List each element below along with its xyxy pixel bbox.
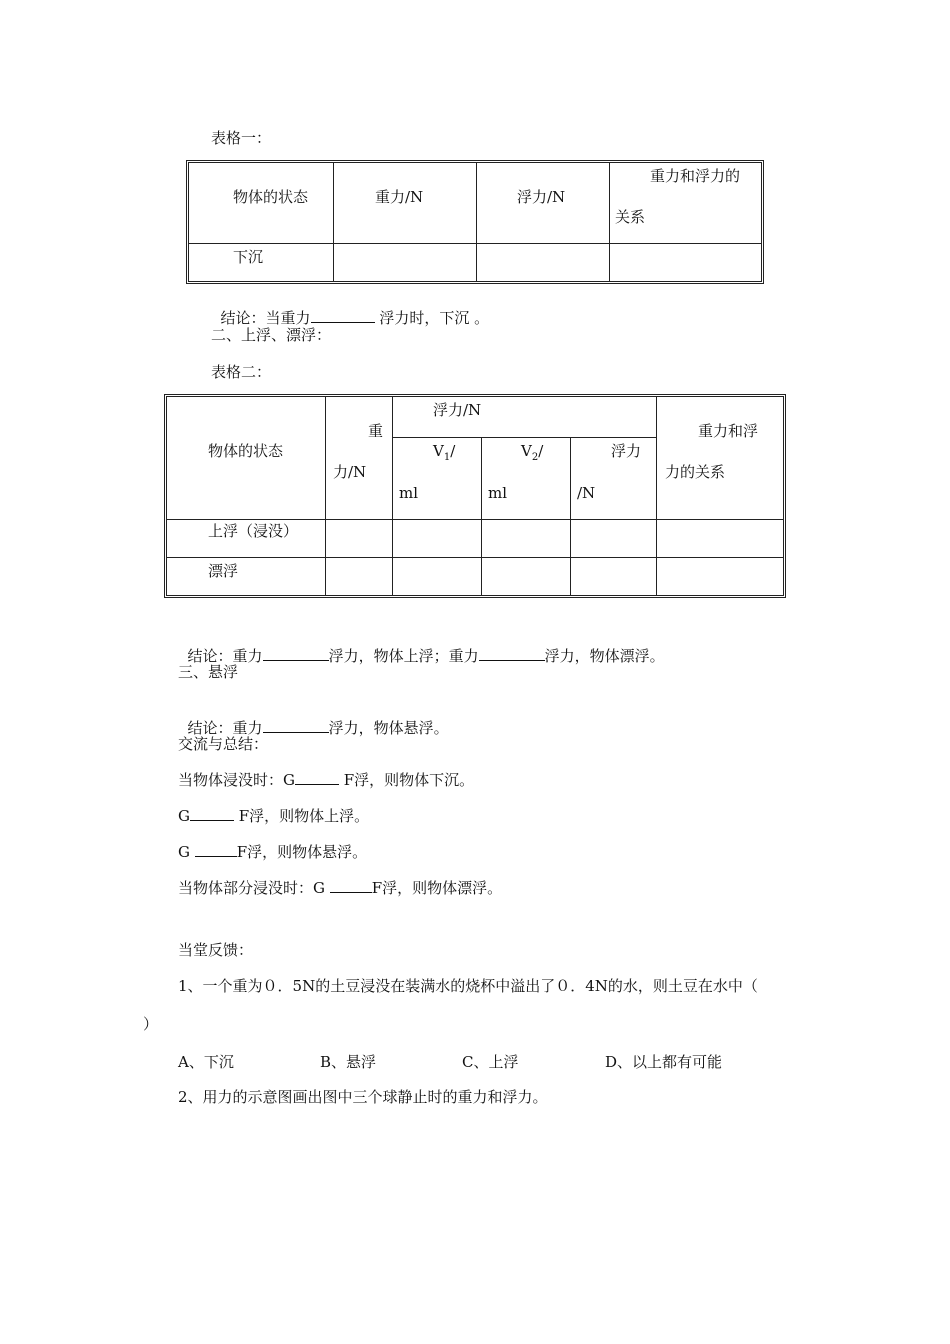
question-1: 1、一个重为０．5N的土豆浸没在装满水的烧杯中溢出了０．4N的水，则土豆在水中（ xyxy=(178,977,758,995)
table2-header-v1: $V_1/$ xyxy=(433,442,456,463)
table2-header-v2: $V_2/$ xyxy=(521,442,544,463)
table2-header-gravity: 重 xyxy=(368,422,384,440)
conclusion-2: 结论：重力 浮力，物体上浮；重力 浮力，物体漂浮。 xyxy=(187,647,665,665)
table2-caption: 表格二： xyxy=(211,363,272,381)
blank xyxy=(330,878,372,893)
blank xyxy=(263,718,329,733)
conclusion-3: 结论：重力 浮力，物体悬浮。 xyxy=(187,719,449,737)
blank xyxy=(263,646,329,661)
table1-header-buoyancy: 浮力/N xyxy=(517,188,566,206)
question-2: 2、用力的示意图画出图中三个球静止时的重力和浮力。 xyxy=(178,1088,548,1106)
table2-header-state: 物体的状态 xyxy=(208,442,284,460)
table2-header-buoyancy-calc: 浮力 xyxy=(611,442,642,460)
option-b: B、悬浮 xyxy=(320,1053,377,1071)
table2-header-gravity-2: 力/N xyxy=(333,463,367,481)
table2-header-v1-unit: ml xyxy=(399,484,419,502)
section-3-heading: 三、悬浮 xyxy=(178,663,239,681)
table1-header-relation: 重力和浮力的 xyxy=(650,167,741,185)
summary-title: 交流与总结： xyxy=(178,735,269,753)
blank xyxy=(190,806,234,821)
summary-line-4: 当物体部分浸没时：G F浮，则物体漂浮。 xyxy=(178,879,503,897)
blank xyxy=(479,646,545,661)
table2-row-float: 漂浮 xyxy=(208,562,239,580)
section-2-heading: 二、上浮、漂浮： xyxy=(211,326,332,344)
blank xyxy=(311,308,375,323)
table2-header-v2-unit: ml xyxy=(488,484,508,502)
question-1-end: ） xyxy=(143,1015,159,1033)
feedback-title: 当堂反馈： xyxy=(178,941,254,959)
option-d: D、以上都有可能 xyxy=(605,1053,723,1071)
option-a: A、下沉 xyxy=(178,1053,234,1071)
summary-line-2: G F浮，则物体上浮。 xyxy=(178,807,370,825)
conclusion-1: 结论：当重力 浮力时，下沉 。 xyxy=(220,309,490,327)
table2-row-rise: 上浮（浸没） xyxy=(208,522,299,540)
summary-line-3: G F浮，则物体悬浮。 xyxy=(178,843,368,861)
table2-header-buoyancy-calc-unit: /N xyxy=(577,484,596,502)
blank xyxy=(195,842,237,857)
table1-header-gravity: 重力/N xyxy=(375,188,424,206)
option-c: C、上浮 xyxy=(462,1053,519,1071)
table2 xyxy=(164,394,786,598)
table1-header-state: 物体的状态 xyxy=(233,188,309,206)
table2-header-buoyancy: 浮力/N xyxy=(433,401,482,419)
table1-row-sink: 下沉 xyxy=(233,248,264,266)
summary-line-1: 当物体浸没时：G F浮，则物体下沉。 xyxy=(178,771,475,789)
table1-header-relation-2: 关系 xyxy=(615,208,646,226)
table1-caption: 表格一： xyxy=(211,129,272,147)
table2-header-relation: 重力和浮 xyxy=(698,422,759,440)
blank xyxy=(295,770,339,785)
table2-header-relation-2: 力的关系 xyxy=(665,463,726,481)
